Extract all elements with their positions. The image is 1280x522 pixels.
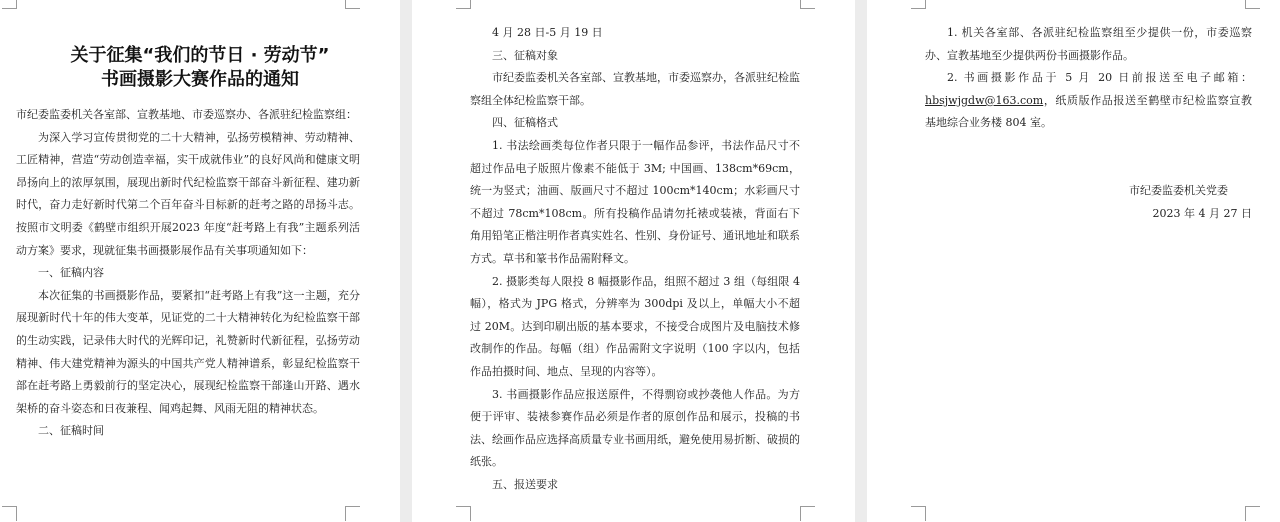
requirement-2-suffix: ，纸质版作品报送至鹤壁市纪检监察宣教基地综合业务楼 804 室。 bbox=[925, 93, 1252, 130]
spacer bbox=[925, 135, 1252, 180]
section-heading-content: 一、征稿内容 bbox=[38, 266, 104, 280]
crop-mark bbox=[2, 0, 17, 9]
content-paragraph: 本次征集的书画摄影作品，要紧扣“赶考路上有我”这一主题，充分展现新时代十年的伟大变革，见证党的二十大精神转化为纪检监察干部的生动实践，记录伟大时代的光辉印记，礼赞新时代新征程，弘扬劳动精神、伟大建党精神为源头的中国共产党人精神谱系，彰显纪检监察干部在赶考路上勇毅前行的坚定决心，展现纪检监察干部逢山开路、遇水架桥的奋斗姿态和日夜兼程、闻鸡起舞、风雨无阻的精神状态。 bbox=[16, 288, 360, 415]
time-range: 4 月 28 日-5 月 19 日 bbox=[492, 26, 603, 39]
section-heading-time: 二、征稿时间 bbox=[38, 424, 104, 438]
crop-mark bbox=[800, 506, 815, 521]
target-paragraph: 市纪委监委机关各室部、宣教基地，市委巡察办，各派驻纪检监察组全体纪检监察干部。 bbox=[470, 71, 800, 107]
page-2-body bbox=[470, 22, 800, 496]
crop-mark bbox=[911, 0, 926, 9]
crop-mark bbox=[345, 506, 360, 521]
signature-date: 2023 年 4 月 27 日 bbox=[1152, 206, 1252, 220]
section-heading-format: 四、征稿格式 bbox=[492, 116, 558, 130]
section-heading-target: 三、征稿对象 bbox=[492, 48, 558, 62]
crop-mark bbox=[456, 0, 471, 9]
addressee: 市纪委监委机关各室部、宣教基地、市委巡察办、各派驻纪检监察组： bbox=[16, 108, 357, 121]
crop-mark bbox=[1245, 0, 1260, 9]
format-item-1: 1. 书法绘画类每位作者只限于一幅作品参评，书法作品尺寸不超过作品电子版照片像素不能低于 3M; 中国画、138cm*69cm，统一为竖式；油画、版画尺寸不超过 100cm*140cm；水彩画尺寸不超过 78cm*108cm。所有投稿作品请勿托裱或装裱，背面右下角用铅笔正楷注明作者真实姓名、性别、身份证号、通讯地址和联系方式。草书和篆书作品需附释文。 bbox=[470, 138, 800, 265]
notice-title-line-2: 书画摄影大赛作品的通知 bbox=[101, 69, 299, 90]
crop-mark bbox=[911, 506, 926, 521]
crop-mark bbox=[345, 0, 360, 9]
document-page-2 bbox=[412, 0, 855, 522]
requirement-2 bbox=[925, 67, 1252, 135]
section-heading-submission: 五、报送要求 bbox=[492, 477, 558, 491]
notice-title-line-1: 关于征集“我们的节日 · 劳动节” bbox=[70, 45, 330, 66]
page-1-body bbox=[16, 104, 360, 443]
document-page-3 bbox=[867, 0, 1280, 522]
document-page-1 bbox=[0, 0, 400, 522]
crop-mark bbox=[800, 0, 815, 9]
crop-mark bbox=[1245, 506, 1260, 521]
signer: 市纪委监委机关党委 bbox=[1129, 183, 1228, 197]
crop-mark bbox=[2, 506, 17, 521]
email-address[interactable]: hbsjwjgdw@163.com bbox=[925, 93, 1044, 107]
intro-paragraph: 为深入学习宣传贯彻党的二十大精神，弘扬劳模精神、劳动精神、工匠精神，营造“劳动创造幸福，实干成就伟业”的良好风尚和健康文明昂扬向上的浓厚氛围，展现出新时代纪检监察干部奋斗新征程、建功新时代，奋力走好新时代第二个百年奋斗目标新的赶考之路的昂扬斗志。按照市文明委《鹤壁市组织开展2023 年度“赶考路上有我”主题系列活动方案》要求，现就征集书画摄影展作品有关事项通知如下： bbox=[16, 130, 360, 257]
requirement-2-prefix: 2. 书画摄影作品于 5 月 20 日前报送至电子邮箱： bbox=[947, 71, 1252, 85]
requirement-1: 1. 机关各室部、各派驻纪检监察组至少提供一份，市委巡察办、宣教基地至少提供两份书画摄影作品。 bbox=[925, 26, 1252, 62]
format-item-2: 2. 摄影类每人限投 8 幅摄影作品，组照不超过 3 组（每组限 4 幅），格式为 JPG 格式，分辨率为 300dpi 及以上，单幅大小不超过 20M。达到印刷出版的基本要求，不接受合成图片及电脑技术修改制作的作品。每幅（组）作品需附文字说明（100 字以内，包括作品拍摄时间、地点、呈现的内容等）。 bbox=[470, 274, 800, 378]
format-item-3: 3. 书画摄影作品应报送原件，不得剽窃或抄袭他人作品。为方便于评审、装裱参赛作品必须是作者的原创作品和展示，投稿的书法、绘画作品应选择高质量专业书画用纸，避免使用易折断、破损的纸张。 bbox=[470, 387, 800, 469]
crop-mark bbox=[456, 506, 471, 521]
page-3-body bbox=[925, 22, 1252, 225]
